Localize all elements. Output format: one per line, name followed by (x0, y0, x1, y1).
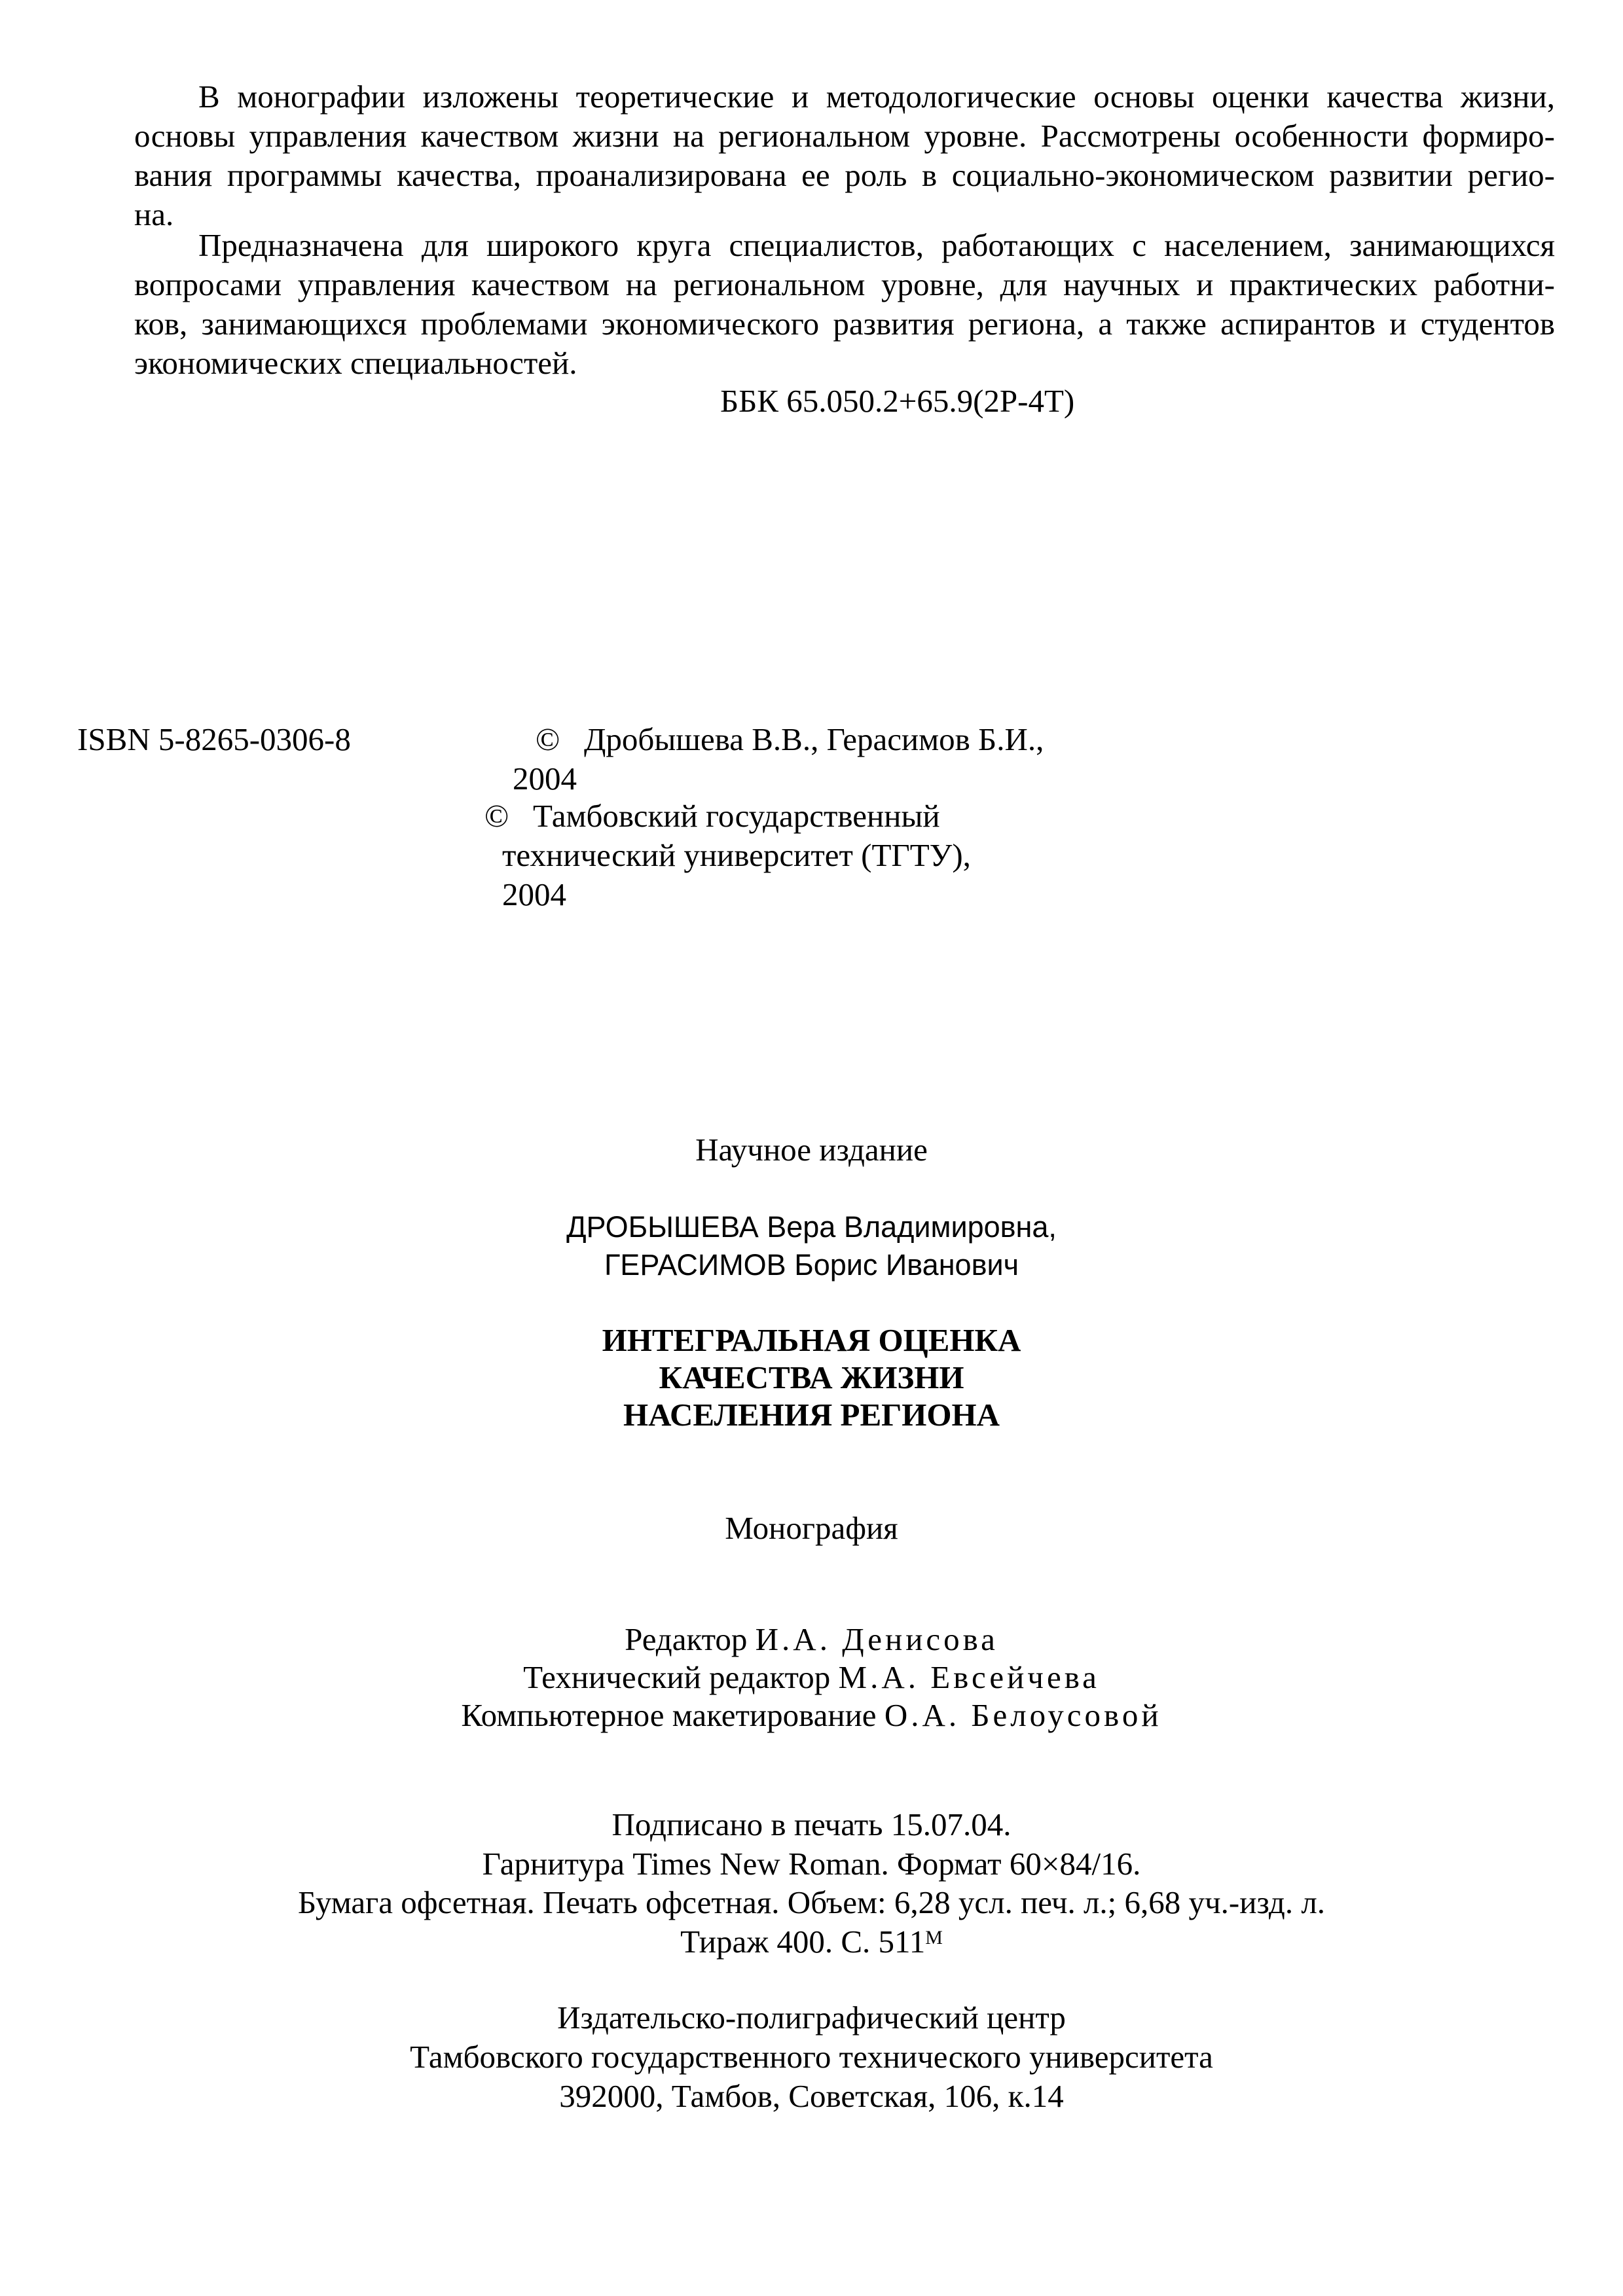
book-title-line-1: ИНТЕГРАЛЬНАЯ ОЦЕНКА (602, 1322, 1021, 1358)
author-2: ГЕРАСИМОВ Борис Иванович (604, 1248, 1019, 1282)
print-run-superscript: М (925, 1927, 943, 1948)
genre: Монография (725, 1510, 898, 1546)
copyright-symbol: © (536, 721, 560, 757)
copyright-organization (484, 797, 940, 836)
copyright-org-line-1: Тамбовский государственный (532, 798, 940, 834)
bbk-code: ББК 65.050.2+65.9(2Р-4Т) (720, 383, 1075, 419)
abstract-line: вопросами управления качеством на региональном уровне, для научных и практических работни- (134, 266, 1555, 302)
print-typeface-format: Гарнитура Times New Roman. Формат 60×84/16. (482, 1846, 1141, 1882)
book-title-line-3: НАСЕЛЕНИЯ РЕГИОНА (623, 1397, 1000, 1433)
copyright-authors-names: Дробышева В.В., Герасимов Б.И., (583, 721, 1044, 757)
print-signed: Подписано в печать 15.07.04. (611, 1806, 1012, 1842)
layout-name: О.А. Белоусовой (884, 1697, 1162, 1733)
abstract-line: В монографии изложены теоретические и методологические основы оценки качества жизни, (198, 79, 1555, 115)
abstract-line: ков, занимающихся проблемами экономического развития региона, а также аспирантов и студентов (134, 306, 1555, 342)
abstract-line: Предназначена для широкого круга специалистов, работающих с населением, занимающихся (198, 227, 1555, 263)
print-run-text: Тираж 400. С. 511 (680, 1924, 926, 1960)
editor-label: Редактор (625, 1621, 748, 1657)
copyright-symbol: © (484, 798, 509, 834)
copyright-org-year: 2004 (502, 876, 566, 912)
layout-label: Компьютерное макетирование (461, 1697, 877, 1733)
editor-name: И.А. Денисова (755, 1621, 998, 1657)
book-title-line-2: КАЧЕСТВА ЖИЗНИ (659, 1359, 964, 1395)
publisher-line-2: Тамбовского государственного технического университета (410, 2039, 1213, 2075)
abstract-paragraph-1 (134, 77, 1555, 234)
abstract-line: вания программы качества, проанализирована ее роль в социально-экономическом развитии регио- (134, 157, 1555, 193)
publisher-line-1: Издательско-полиграфический центр (557, 2000, 1066, 2036)
print-paper-volume: Бумага офсетная. Печать офсетная. Объем: 6,28 усл. печ. л.; 6,68 уч.-изд. л. (297, 1884, 1326, 1920)
publisher-address: 392000, Тамбов, Советская, 106, к.14 (559, 2078, 1064, 2114)
abstract-paragraph-2 (134, 226, 1555, 383)
edition-type: Научное издание (695, 1132, 928, 1168)
layout-credit (0, 1696, 1623, 1735)
copyright-org-line-2: технический университет (ТГТУ), (502, 837, 971, 873)
copyright-authors (536, 720, 1044, 759)
tech-editor-credit (0, 1658, 1623, 1697)
tech-editor-name: М.А. Евсейчева (838, 1659, 1100, 1695)
author-1: ДРОБЫШЕВА Вера Владимировна, (566, 1210, 1057, 1244)
print-run (0, 1922, 1623, 1962)
abstract-line: на. (134, 196, 174, 232)
tech-editor-label: Технический редактор (523, 1659, 831, 1695)
editor-credit (0, 1620, 1623, 1659)
abstract-line: основы управления качеством жизни на региональном уровне. Рассмотрены особенности формиро- (134, 118, 1555, 154)
abstract-line: экономических специальностей. (134, 345, 577, 381)
copyright-authors-year: 2004 (513, 761, 577, 797)
isbn: ISBN 5-8265-0306-8 (77, 721, 351, 757)
